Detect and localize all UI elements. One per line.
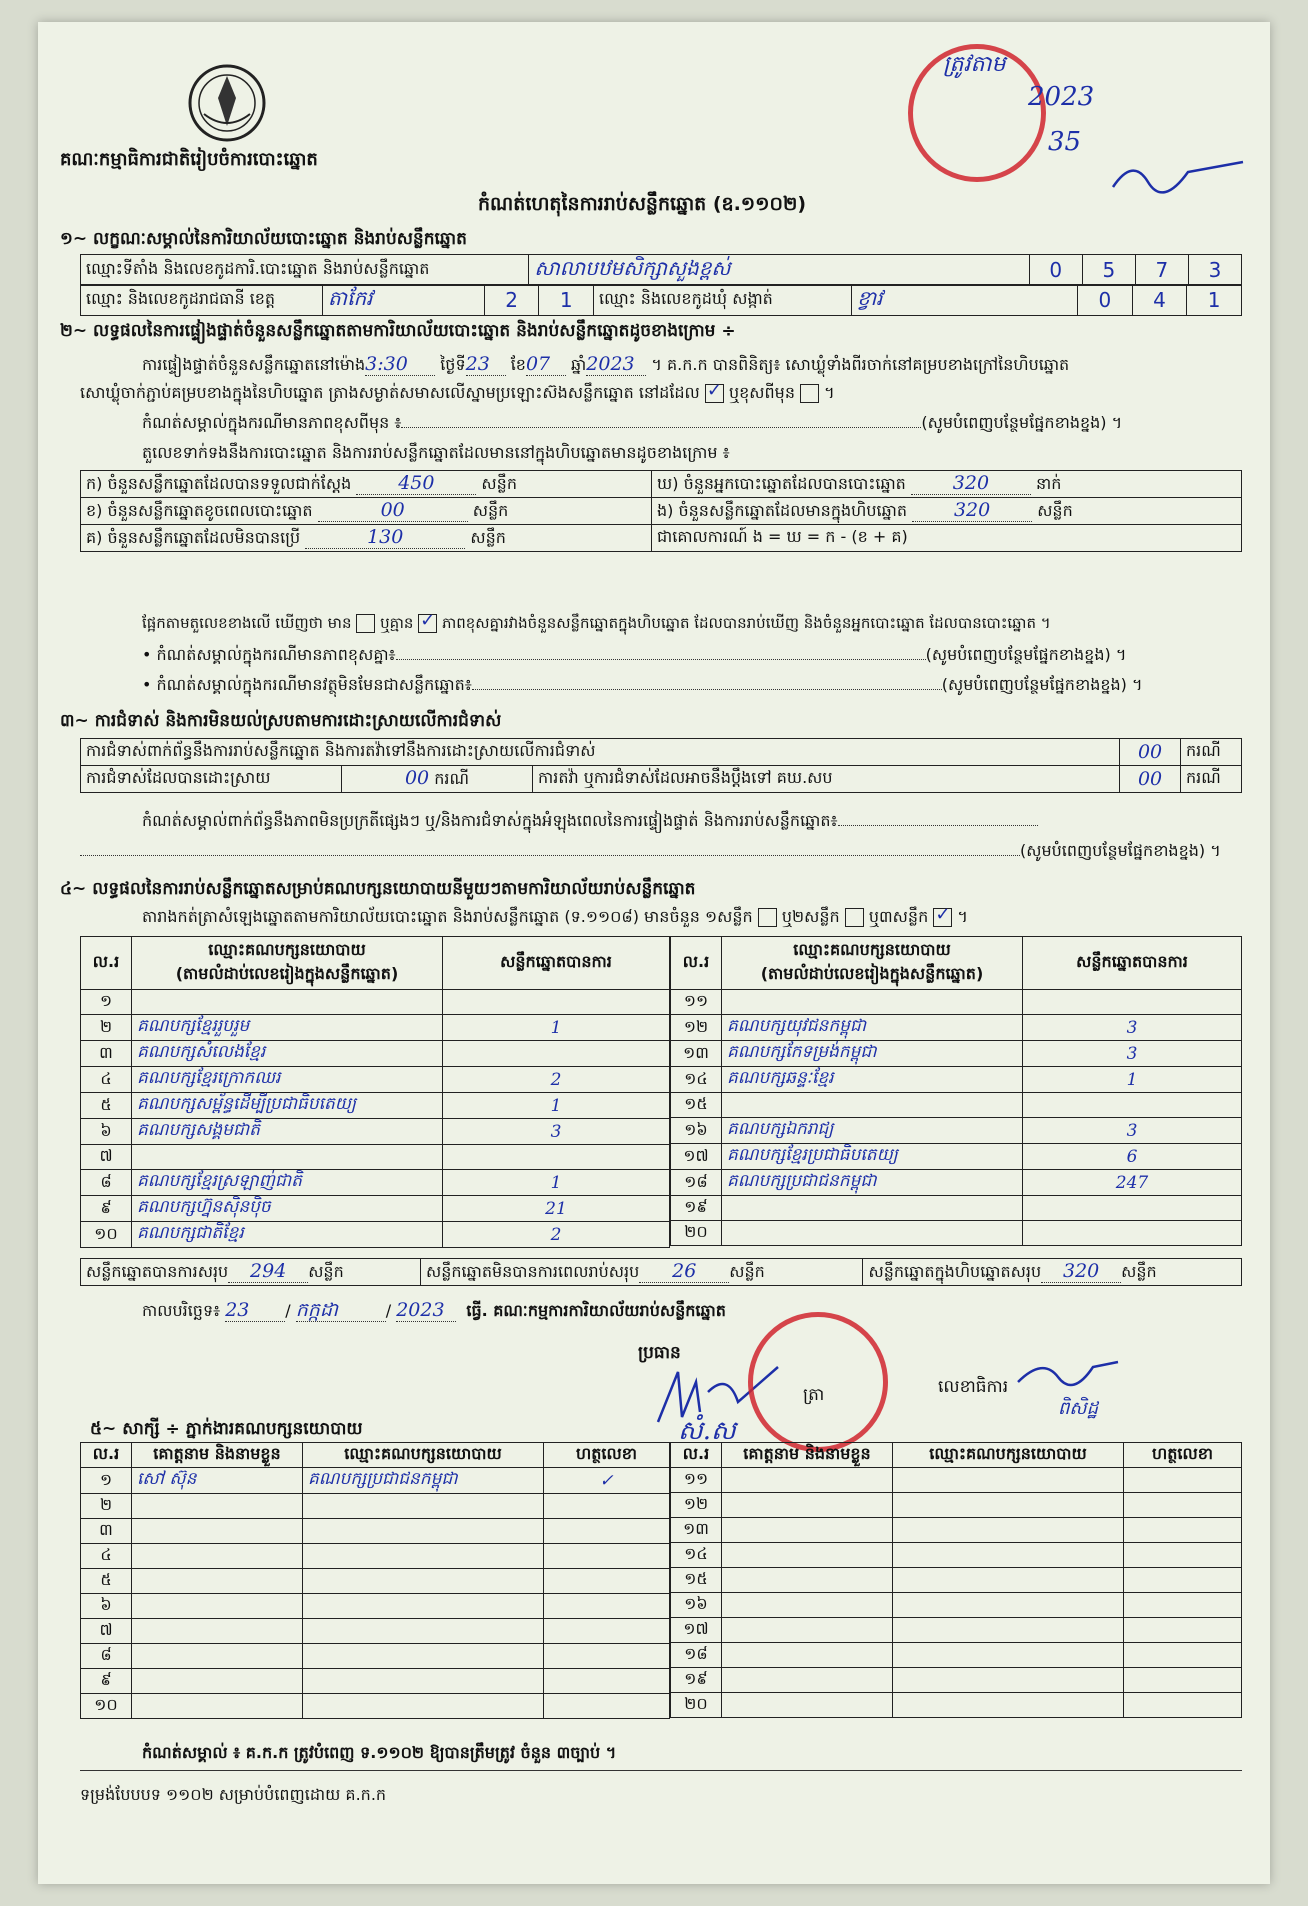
same-checkbox[interactable] xyxy=(705,384,724,403)
cell-no: ១៨ xyxy=(671,1170,722,1196)
witness-col-party-right: ឈ្មោះគណបក្សនយោបាយ xyxy=(893,1443,1124,1468)
cell-party: គណបក្សសំលេងខ្មែរ xyxy=(132,1041,443,1067)
table-row xyxy=(671,1221,1242,1246)
cell-name xyxy=(132,1494,303,1519)
cell-no: ១៧ xyxy=(671,1144,722,1170)
cell-name xyxy=(722,1543,893,1568)
cell-no: ១ xyxy=(81,990,132,1015)
cell-votes xyxy=(1023,1221,1242,1246)
total-invalid: សន្លឹកឆ្នោតមិនបានការពេលរាប់សរុប 26 សន្លឹក xyxy=(420,1259,863,1286)
cell-party xyxy=(893,1568,1124,1593)
table-row xyxy=(81,1619,670,1644)
cell-votes: 3 xyxy=(1023,1015,1242,1041)
station-code-2: 5 xyxy=(1082,255,1135,286)
section1-table-row2 xyxy=(80,284,1242,316)
section2-title: ២~ លទ្ធផលនៃការផ្ទៀងផ្ទាត់ចំនួនសន្លឹកឆ្នោតតាមការិយាល័យបោះឆ្នោត និងរាប់សន្លឹកឆ្នោតដូចខាងក្រោម ÷ xyxy=(60,321,736,341)
footer-note: កំណត់សម្គាល់ ៖ គ.ក.ក ត្រូវបំពេញ ទ.១១០២ ឱ្យបានត្រឹមត្រូវ ចំនួន ៣ច្បាប់ ។ xyxy=(142,1743,617,1762)
one-sheet-checkbox[interactable] xyxy=(758,908,777,927)
table-row xyxy=(671,1041,1242,1067)
section2-intro: តួលេខទាក់ទងនឹងការបោះឆ្នោត និងការរាប់សន្លឹកឆ្នោតដែលមាននៅក្នុងហិបឆ្នោតមានដូចខាងក្រោម ៖ xyxy=(142,443,730,462)
cell-votes xyxy=(443,990,670,1015)
cell-party: គណបក្សកែទម្រង់កម្ពុជា xyxy=(722,1041,1023,1067)
table-row xyxy=(671,1144,1242,1170)
commune-code-1: 0 xyxy=(1078,285,1133,316)
objection-row1-unit: ករណី xyxy=(1181,739,1242,766)
cell-party xyxy=(303,1694,544,1719)
section1-title: ១~ លក្ខណៈសម្គាល់នៃការិយាល័យបោះឆ្នោត និងរាប់សន្លឹកឆ្នោត xyxy=(60,229,467,249)
section4-intro: តារាងកត់ត្រាសំឡេងឆ្នោតតាមការិយាល័យបោះឆ្នោត និងរាប់សន្លឹកឆ្នោត (ទ.១១០៨) មានចំនួន ១សន្លឹក ឬ២សន្លឹក ឬ៣សន្លឹក ✓ ។ xyxy=(142,908,968,927)
table-row xyxy=(81,1041,670,1067)
stamp-handwriting-1: ត្រូវតាម xyxy=(943,52,1006,77)
footer-divider xyxy=(80,1770,1242,1771)
cell-votes: 6 xyxy=(1023,1144,1242,1170)
cell-votes: 1 xyxy=(443,1093,670,1119)
cell-no: ១៥ xyxy=(671,1568,722,1593)
table-row xyxy=(671,1170,1242,1196)
cell-party xyxy=(303,1544,544,1569)
table-row xyxy=(81,1694,670,1719)
table-row xyxy=(81,1015,670,1041)
row-d-label: ឃ) ចំនួនអ្នកបោះឆ្នោតដែលបានបោះឆ្នោត 320 នាក់ xyxy=(652,471,1242,498)
table-row xyxy=(81,1067,670,1093)
cell-party xyxy=(893,1618,1124,1643)
cell-party xyxy=(722,1196,1023,1221)
table-row xyxy=(671,1196,1242,1221)
table-row xyxy=(81,1644,670,1669)
table-row xyxy=(81,1468,670,1494)
cell-party xyxy=(893,1693,1124,1718)
cell-votes xyxy=(443,1041,670,1067)
cell-no: ៤ xyxy=(81,1544,132,1569)
comparison-line: ផ្អែកតាមតួលេខខាងលើ ឃើញថា មាន ឬគ្មាន ✓ ភាពខុសគ្នារវាងចំនួនសន្លឹកឆ្នោតក្នុងហិបឆ្នោត ដែលបានរាប់ឃើញ និងចំនួនអ្នកបោះឆ្នោត ដែលបានបោះឆ្នោត ។ xyxy=(142,614,1051,633)
cell-sign xyxy=(1124,1493,1242,1518)
table-row xyxy=(671,1493,1242,1518)
cell-party xyxy=(722,1093,1023,1118)
col-no: ល.រ xyxy=(81,937,132,990)
cell-party xyxy=(132,1145,443,1170)
footer-form-ref: ទម្រង់បែបបទ ១១០២ សម្រាប់បំពេញដោយ គ.ក.ក xyxy=(80,1785,387,1804)
cell-votes: 3 xyxy=(1023,1041,1242,1067)
table-row xyxy=(671,1518,1242,1543)
table-row xyxy=(81,1569,670,1594)
col-party: ឈ្មោះគណបក្សនយោបាយ (តាមលំដាប់លេខរៀងក្នុងសន្លឹកឆ្នោត) xyxy=(132,937,443,990)
cell-name xyxy=(132,1619,303,1644)
cell-no: ១០ xyxy=(81,1694,132,1719)
cell-votes: 21 xyxy=(443,1196,670,1222)
cell-no: ១៧ xyxy=(671,1618,722,1643)
objection-row2-value: 00 ករណី xyxy=(342,766,533,793)
station-code-1: 0 xyxy=(1029,255,1082,286)
table-row xyxy=(671,1468,1242,1493)
cell-votes xyxy=(1023,1093,1242,1118)
table-row xyxy=(671,1118,1242,1144)
cell-party xyxy=(303,1669,544,1694)
cell-votes xyxy=(1023,990,1242,1015)
table-row xyxy=(81,1494,670,1519)
col-votes: សន្លឹកឆ្នោតបានការ xyxy=(443,937,670,990)
commune-label: ឈ្មោះ និងលេខកូដឃុំ សង្កាត់ xyxy=(593,285,851,316)
witness-col-name: គោត្តនាម និងនាមខ្លួន xyxy=(132,1443,303,1468)
section1-table xyxy=(80,254,1242,286)
row-e-label: ង) ចំនួនសន្លឹកឆ្នោតដែលមានក្នុងហិបឆ្នោត 320 សន្លឹក xyxy=(652,498,1242,525)
seal-label: ត្រា xyxy=(803,1385,825,1405)
cell-party: គណបក្សហ្វ៊ុនស៊ិនប៉ិច xyxy=(132,1196,443,1222)
table-row xyxy=(81,990,670,1015)
cell-no: ១៩ xyxy=(671,1668,722,1693)
cell-name: សៅ ស៊ុន xyxy=(132,1468,303,1494)
cell-no: ១១ xyxy=(671,1468,722,1493)
cell-no: ១៤ xyxy=(671,1067,722,1093)
cell-name xyxy=(722,1593,893,1618)
date-line: កាលបរិច្ឆេទ៖ 23 / កក្កដា / 2023 ធ្វើ. គណៈកម្មការការិយាល័យរាប់សន្លឹកឆ្នោត xyxy=(142,1299,726,1321)
cell-party xyxy=(722,1221,1023,1246)
cell-votes: 1 xyxy=(1023,1067,1242,1093)
objection-row2-value2: 00 xyxy=(1120,766,1181,793)
table-row xyxy=(671,1668,1242,1693)
witness-col-sign-right: ហត្ថលេខា xyxy=(1124,1443,1242,1468)
cell-no: ១៥ xyxy=(671,1093,722,1118)
cell-party: គណបក្សខ្មែរក្រោកឈរ xyxy=(132,1067,443,1093)
table-row xyxy=(81,1145,670,1170)
table-row xyxy=(671,1093,1242,1118)
section2-note: កំណត់សម្គាល់ក្នុងករណីមានភាពខុសពីមុន ៖ (សូមបំពេញបន្ថែមផ្នែកខាងខ្នង) ។ xyxy=(142,413,1123,432)
cell-party: គណបក្សឆន្ទៈខ្មែរ xyxy=(722,1067,1023,1093)
cell-votes: 247 xyxy=(1023,1170,1242,1196)
cell-no: ១០ xyxy=(81,1222,132,1248)
cell-name xyxy=(722,1618,893,1643)
objection-row1-value: 00 xyxy=(1120,739,1181,766)
cell-no: ៩ xyxy=(81,1669,132,1694)
table-row xyxy=(81,1669,670,1694)
form-title: កំណត់ហេតុនៃការរាប់សន្លឹកឆ្នោត (ឧ.១១០២) xyxy=(478,193,807,215)
cell-party xyxy=(722,990,1023,1015)
cell-sign xyxy=(544,1494,670,1519)
section3-note-line2: (សូមបំពេញបន្ថែមផ្នែកខាងខ្នង) ។ xyxy=(80,842,1221,860)
cell-no: ៣ xyxy=(81,1041,132,1067)
cell-no: ៩ xyxy=(81,1196,132,1222)
two-sheet-checkbox[interactable] xyxy=(845,908,864,927)
cell-party xyxy=(893,1643,1124,1668)
table-row xyxy=(671,1568,1242,1593)
cell-party: គណបក្សខ្មែររួបរួម xyxy=(132,1015,443,1041)
cell-party xyxy=(303,1519,544,1544)
cell-sign xyxy=(544,1519,670,1544)
witness-col-no: ល.រ xyxy=(81,1443,132,1468)
bullet-non-ballot: • កំណត់សម្គាល់ក្នុងករណីមានវត្ថុមិនមែនជាសន្លឹកឆ្នោត៖ (សូមបំពេញបន្ថែមផ្នែកខាងខ្នង) ។ xyxy=(142,675,1143,694)
cell-no: ២ xyxy=(81,1494,132,1519)
cell-no: ៧ xyxy=(81,1619,132,1644)
table-row xyxy=(671,1693,1242,1718)
secretary-signature xyxy=(1013,1352,1123,1392)
cell-name xyxy=(132,1594,303,1619)
cell-party xyxy=(303,1569,544,1594)
cell-no: ១៣ xyxy=(671,1041,722,1067)
nec-logo xyxy=(186,62,268,144)
chair-name: សំ.ស xyxy=(678,1416,736,1446)
col-votes-right: សន្លឹកឆ្នោតបានការ xyxy=(1023,937,1242,990)
table-row xyxy=(671,1015,1242,1041)
cell-no: ៦ xyxy=(81,1594,132,1619)
witness-table-right xyxy=(670,1442,1242,1718)
cell-party: គណបក្សសង្គមជាតិ xyxy=(132,1119,443,1145)
official-seal-bottom xyxy=(748,1312,888,1452)
cell-name xyxy=(132,1519,303,1544)
station-value: សាលាបឋមសិក្សាសួងខ្ពស់ xyxy=(529,255,1029,286)
cell-sign xyxy=(544,1569,670,1594)
cell-votes: 1 xyxy=(443,1170,670,1196)
station-code-4: 3 xyxy=(1188,255,1241,286)
stamp-handwriting-2: 2023 xyxy=(1028,82,1095,112)
cell-no: ១៦ xyxy=(671,1118,722,1144)
cell-no: ១៦ xyxy=(671,1593,722,1618)
section4-title: ៤~ លទ្ធផលនៃការរាប់សន្លឹកឆ្នោតសម្រាប់គណបក្សនយោបាយនីមួយៗតាមការិយាល័យរាប់សន្លឹកឆ្នោត xyxy=(60,879,696,899)
cell-sign xyxy=(1124,1668,1242,1693)
cell-votes: 1 xyxy=(443,1015,670,1041)
col-no-right: ល.រ xyxy=(671,937,722,990)
cell-sign xyxy=(1124,1543,1242,1568)
table-row xyxy=(671,1593,1242,1618)
province-code-2: 1 xyxy=(539,285,594,316)
commune-code-3: 1 xyxy=(1187,285,1242,316)
cell-sign: ✓ xyxy=(544,1468,670,1494)
cell-sign xyxy=(1124,1693,1242,1718)
results-table-right xyxy=(670,936,1242,1246)
section5-title: ៥~ សាក្សី ÷ ភ្នាក់ងារគណបក្សនយោបាយ xyxy=(90,1419,363,1439)
row-c-label: គ) ចំនួនសន្លឹកឆ្នោតដែលមិនបានប្រើ 130 សន្លឹក xyxy=(81,525,652,552)
cell-sign xyxy=(1124,1618,1242,1643)
cell-party xyxy=(893,1518,1124,1543)
cell-name xyxy=(722,1493,893,1518)
cell-name xyxy=(722,1518,893,1543)
cell-sign xyxy=(544,1619,670,1644)
station-code-3: 7 xyxy=(1135,255,1188,286)
cell-votes: 2 xyxy=(443,1222,670,1248)
cell-name xyxy=(722,1568,893,1593)
objection-row2-label: ការជំទាស់ដែលបានដោះស្រាយ xyxy=(81,766,342,793)
cell-party: គណបក្សសម្ព័ន្ធដើម្បីប្រជាធិបតេយ្យ xyxy=(132,1093,443,1119)
objection-row1-label: ការជំទាស់ពាក់ព័ន្ធនឹងការរាប់សន្លឹកឆ្នោត និងការតវ៉ាទៅនឹងការដោះស្រាយលើការជំទាស់ xyxy=(81,739,1120,766)
cell-party xyxy=(893,1493,1124,1518)
table-row xyxy=(671,990,1242,1015)
cell-votes: 3 xyxy=(443,1119,670,1145)
objections-table xyxy=(80,738,1242,793)
cell-no: ១៣ xyxy=(671,1518,722,1543)
cell-no: ៧ xyxy=(81,1145,132,1170)
cell-party: គណបក្សប្រជាជនកម្ពុជា xyxy=(722,1170,1023,1196)
cell-sign xyxy=(544,1694,670,1719)
cell-no: ១៨ xyxy=(671,1643,722,1668)
secretary-label: លេខាធិការ xyxy=(938,1377,1009,1397)
cell-no: ៤ xyxy=(81,1067,132,1093)
cell-name xyxy=(132,1644,303,1669)
row-b-label: ខ) ចំនួនសន្លឹកឆ្នោតខូចពេលបោះឆ្នោត 00 សន្លឹក xyxy=(81,498,652,525)
cell-no: ៨ xyxy=(81,1644,132,1669)
cell-party xyxy=(303,1494,544,1519)
cell-no: ១១ xyxy=(671,990,722,1015)
row-formula: ជាគោលការណ៍ ង = ឃ = ក - (ខ + គ) xyxy=(652,525,1242,552)
col-party-right: ឈ្មោះគណបក្សនយោបាយ (តាមលំដាប់លេខរៀងក្នុងសន្លឹកឆ្នោត) xyxy=(722,937,1023,990)
province-label: ឈ្មោះ និងលេខកូដរាជធានី ខេត្ត xyxy=(81,285,323,316)
cell-party: គណបក្សឯករាជ្យ xyxy=(722,1118,1023,1144)
row-a-label: ក) ចំនួនសន្លឹកឆ្នោតដែលបានទទួលជាក់ស្តែង 450 សន្លឹក xyxy=(81,471,652,498)
cell-no: ៦ xyxy=(81,1119,132,1145)
cell-name xyxy=(132,1569,303,1594)
cell-party: គណបក្សជាតិខ្មែរ xyxy=(132,1222,443,1248)
no-difference-checkbox[interactable] xyxy=(418,614,437,633)
section2-line2: សោឃ្លុំចាក់ភ្ជាប់គម្របខាងក្នុងនៃហិបឆ្នោត ត្រាងសម្ងាត់សមាសលើស្នាមប្រឡោះស៊ងសន្លឹកឆ្នោត នៅដដែល ✓ ឬខុសពីមុន ។ xyxy=(80,384,835,403)
cell-no: ២០ xyxy=(671,1221,722,1246)
cell-no: ១២ xyxy=(671,1493,722,1518)
cell-name xyxy=(132,1544,303,1569)
section2-line1: ការផ្ទៀងផ្ទាត់ចំនួនសន្លឹកឆ្នោតនៅម៉ោង3:30 ថ្ងៃទី23 ខែ07 ឆ្នាំ2023 ។ គ.ក.ក បានពិនិត្យ៖ សោឃ្លុំទាំងពីរចាក់នៅគម្របខាងក្រៅនៃហិបឆ្នោត xyxy=(142,353,1070,375)
cell-name xyxy=(722,1693,893,1718)
chair-label: ប្រធាន xyxy=(638,1343,681,1363)
cell-no: ១៤ xyxy=(671,1543,722,1568)
cell-party: គណបក្សយុវជនកម្ពុជា xyxy=(722,1015,1023,1041)
cell-sign xyxy=(1124,1593,1242,1618)
cell-sign xyxy=(544,1544,670,1569)
secretary-name: ពិសិដ្ឋ xyxy=(1058,1398,1098,1419)
cell-votes: 2 xyxy=(443,1067,670,1093)
cell-no: ៥ xyxy=(81,1093,132,1119)
stamp-handwriting-3: 35 xyxy=(1048,127,1082,157)
ballot-counts-table xyxy=(80,470,1242,552)
province-value: តាកែវ xyxy=(323,285,485,316)
different-checkbox[interactable] xyxy=(800,384,819,403)
province-code-1: 2 xyxy=(484,285,539,316)
table-row xyxy=(81,1093,670,1119)
cell-party xyxy=(303,1619,544,1644)
table-row xyxy=(81,1170,670,1196)
cell-sign xyxy=(1124,1568,1242,1593)
objection-row2-mid: ការតវ៉ា ឬការជំទាស់ដែលអាចនឹងប្តឹងទៅ គឃ.សប xyxy=(533,766,1120,793)
three-sheet-checkbox[interactable] xyxy=(933,908,952,927)
cell-sign xyxy=(544,1669,670,1694)
cell-name xyxy=(722,1668,893,1693)
cell-party xyxy=(303,1644,544,1669)
total-valid: សន្លឹកឆ្នោតបានការសរុប 294 សន្លឹក xyxy=(81,1259,421,1286)
table-row xyxy=(671,1543,1242,1568)
witness-col-sign: ហត្ថលេខា xyxy=(544,1443,670,1468)
cell-sign xyxy=(544,1644,670,1669)
witness-table-left xyxy=(80,1442,670,1719)
table-row xyxy=(81,1544,670,1569)
table-row xyxy=(81,1196,670,1222)
cell-party: គណបក្សខ្មែរប្រជាធិបតេយ្យ xyxy=(722,1144,1023,1170)
cell-no: ១៩ xyxy=(671,1196,722,1221)
table-row xyxy=(671,1643,1242,1668)
witness-col-name-right: គោត្តនាម និងនាមខ្លួន xyxy=(722,1443,893,1468)
cell-party: គណបក្សខ្មែរស្រឡាញ់ជាតិ xyxy=(132,1170,443,1196)
cell-votes xyxy=(1023,1196,1242,1221)
table-row xyxy=(81,1594,670,1619)
cell-sign xyxy=(1124,1643,1242,1668)
cell-no: ១ xyxy=(81,1468,132,1494)
total-box: សន្លឹកឆ្នោតក្នុងហិបឆ្នោតសរុប 320 សន្លឹក xyxy=(863,1259,1242,1286)
witness-col-no-right: ល.រ xyxy=(671,1443,722,1468)
has-difference-checkbox[interactable] xyxy=(356,614,375,633)
cell-name xyxy=(132,1694,303,1719)
cell-no: ២ xyxy=(81,1015,132,1041)
cell-votes: 3 xyxy=(1023,1118,1242,1144)
cell-party: គណបក្សប្រជាជនកម្ពុជា xyxy=(303,1468,544,1494)
cell-no: ៨ xyxy=(81,1170,132,1196)
cell-party xyxy=(893,1593,1124,1618)
cell-no: ៣ xyxy=(81,1519,132,1544)
station-label: ឈ្មោះទីតាំង និងលេខកូដការិ.បោះឆ្នោត និងរាប់សន្លឹកឆ្នោត xyxy=(81,255,529,286)
committee-name: គណៈកម្មាធិការជាតិរៀបចំការបោះឆ្នោត xyxy=(60,149,318,170)
cell-name xyxy=(722,1468,893,1493)
cell-party xyxy=(893,1668,1124,1693)
table-row xyxy=(671,1067,1242,1093)
table-row xyxy=(81,1519,670,1544)
cell-name xyxy=(132,1669,303,1694)
cell-party xyxy=(893,1468,1124,1493)
cell-no: ៥ xyxy=(81,1569,132,1594)
cell-sign xyxy=(544,1594,670,1619)
section3-note: កំណត់សម្គាល់ពាក់ព័ន្ធនឹងភាពមិនប្រក្រតីផ្សេងៗ ឬ/និងការជំទាស់ក្នុងអំឡុងពេលនៃការផ្ទៀងផ្ទាត់ និងការរាប់សន្លឹកឆ្នោត៖ xyxy=(142,812,1038,830)
cell-party xyxy=(893,1543,1124,1568)
cell-name xyxy=(722,1643,893,1668)
section3-title: ៣~ ការជំទាស់ និងការមិនយល់ស្របតាមការដោះស្រាយលើការជំទាស់ xyxy=(60,711,502,731)
table-row xyxy=(81,1119,670,1145)
cell-party xyxy=(132,990,443,1015)
witness-col-party: ឈ្មោះគណបក្សនយោបាយ xyxy=(303,1443,544,1468)
table-row xyxy=(81,1222,670,1248)
objection-row2-unit: ករណី xyxy=(1181,766,1242,793)
cell-no: ២០ xyxy=(671,1693,722,1718)
cell-sign xyxy=(1124,1468,1242,1493)
totals-table xyxy=(80,1258,1242,1286)
document-sheet xyxy=(38,22,1270,1884)
cell-no: ១២ xyxy=(671,1015,722,1041)
cell-party xyxy=(303,1594,544,1619)
signature-top xyxy=(1108,152,1248,202)
cell-sign xyxy=(1124,1518,1242,1543)
commune-code-2: 4 xyxy=(1132,285,1187,316)
commune-value: ខ្វាវ xyxy=(852,285,1078,316)
results-table-left xyxy=(80,936,670,1248)
bullet-difference: • កំណត់សម្គាល់ក្នុងករណីមានភាពខុសគ្នា៖ (សូមបំពេញបន្ថែមផ្នែកខាងខ្នង) ។ xyxy=(142,645,1127,664)
table-row xyxy=(671,1618,1242,1643)
cell-votes xyxy=(443,1145,670,1170)
